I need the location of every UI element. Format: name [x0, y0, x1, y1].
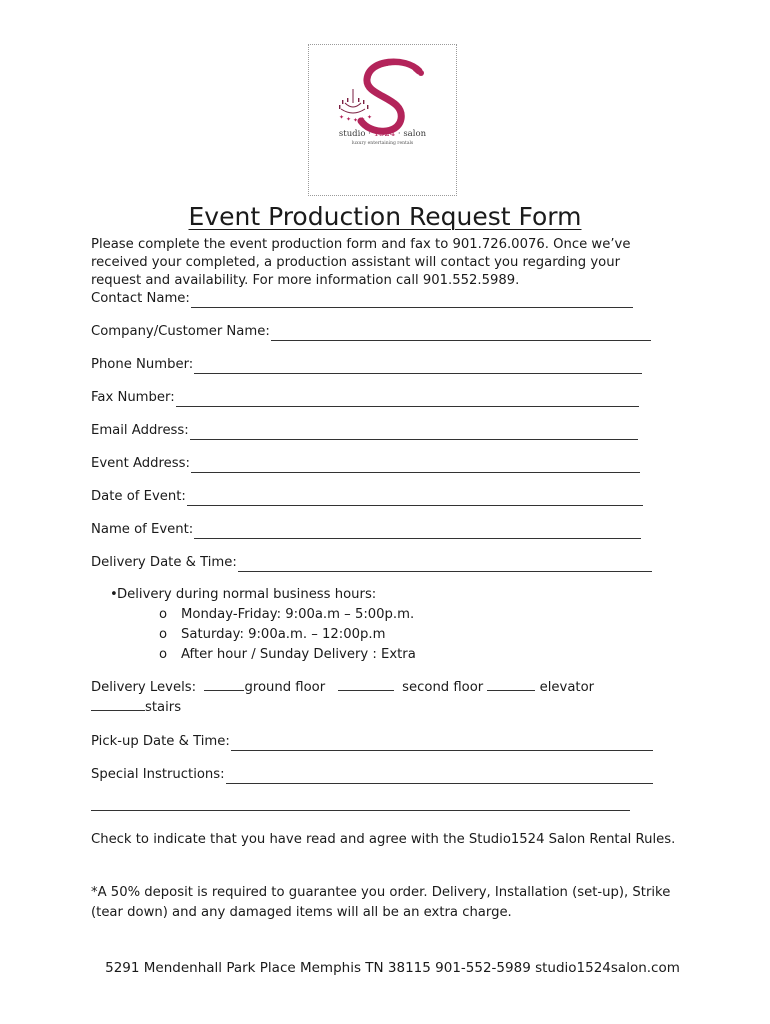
field-label: Company/Customer Name: — [91, 324, 270, 339]
input-line[interactable] — [226, 768, 653, 784]
list-item: • Delivery during normal business hours: — [117, 585, 376, 605]
circle-bullet-icon: o — [159, 647, 168, 662]
pickup-date-time-field[interactable] — [91, 733, 653, 751]
logo-tagline: luxury entertaining rentals — [351, 141, 414, 146]
delivery-date-time-field[interactable] — [91, 554, 652, 572]
company-name-field[interactable] — [91, 323, 651, 341]
name-of-event-field[interactable] — [91, 521, 641, 539]
event-address-field[interactable] — [91, 455, 640, 473]
phone-number-field[interactable] — [91, 356, 642, 374]
input-line[interactable] — [271, 325, 651, 341]
form-title: Event Production Request Form — [188, 202, 582, 231]
delivery-levels: Delivery Levels: ground floor second floor elevator stairs — [91, 680, 595, 715]
field-label: Date of Event: — [91, 489, 186, 504]
svg-text:✦: ✦ — [346, 116, 352, 123]
field-label: Delivery Date & Time: — [91, 555, 237, 570]
footer-address: 5291 Mendenhall Park Place Memphis TN 38115 901-552-5989 studio1524salon.com — [105, 960, 680, 976]
input-line[interactable] — [194, 358, 642, 374]
special-instructions-line-2[interactable] — [91, 810, 630, 811]
input-line[interactable] — [187, 490, 643, 506]
input-line[interactable] — [191, 292, 633, 308]
circle-bullet-icon: o — [159, 607, 168, 622]
input-line[interactable] — [194, 523, 641, 539]
intro-paragraph: Please complete the event production form and fax to 901.726.0076. Once we’ve received your completed, a production assistant will contact you regarding your request and availability. For more information call 901.552.5989. — [91, 237, 631, 288]
email-address-field[interactable] — [91, 422, 638, 440]
input-line[interactable] — [191, 457, 640, 473]
svg-text:✦: ✦ — [339, 114, 345, 121]
svg-text:✦: ✦ — [353, 117, 359, 124]
company-logo — [308, 44, 457, 196]
date-of-event-field[interactable] — [91, 488, 643, 506]
field-label: Pick-up Date & Time: — [91, 734, 230, 749]
input-line[interactable] — [176, 391, 639, 407]
svg-text:✦: ✦ — [367, 114, 373, 121]
elevator-blank[interactable] — [487, 678, 535, 691]
stairs-blank[interactable] — [91, 698, 145, 711]
bullet-icon: • — [110, 587, 118, 602]
fax-number-field[interactable] — [91, 389, 639, 407]
field-label: Name of Event: — [91, 522, 194, 537]
input-line[interactable] — [231, 735, 653, 751]
input-line[interactable] — [238, 556, 652, 572]
field-label: Fax Number: — [91, 390, 175, 405]
svg-text:✦: ✦ — [360, 116, 366, 123]
ground-floor-blank[interactable] — [204, 678, 244, 691]
field-label: Email Address: — [91, 423, 189, 438]
monogram-s-logo-icon — [309, 45, 458, 197]
deposit-notice: *A 50% deposit is required to guarantee you order. Delivery, Installation (set-up), Strike (tear down) and any damaged items will all be an extra charge. — [91, 885, 671, 920]
field-label: Contact Name: — [91, 291, 190, 306]
agree-text[interactable]: Check to indicate that you have read and agree with the Studio1524 Salon Rental Rules. — [91, 832, 676, 847]
field-label: Phone Number: — [91, 357, 194, 372]
field-label: Special Instructions: — [91, 767, 225, 782]
input-line[interactable] — [190, 424, 638, 440]
circle-bullet-icon: o — [159, 627, 168, 642]
contact-name-field[interactable] — [91, 290, 633, 308]
special-instructions-field[interactable] — [91, 766, 653, 784]
delivery-levels-label: Delivery Levels: — [91, 680, 197, 695]
logo-wordmark: studio · 1524 · salon — [338, 129, 427, 139]
field-label: Event Address: — [91, 456, 190, 471]
second-floor-blank[interactable] — [338, 678, 394, 691]
